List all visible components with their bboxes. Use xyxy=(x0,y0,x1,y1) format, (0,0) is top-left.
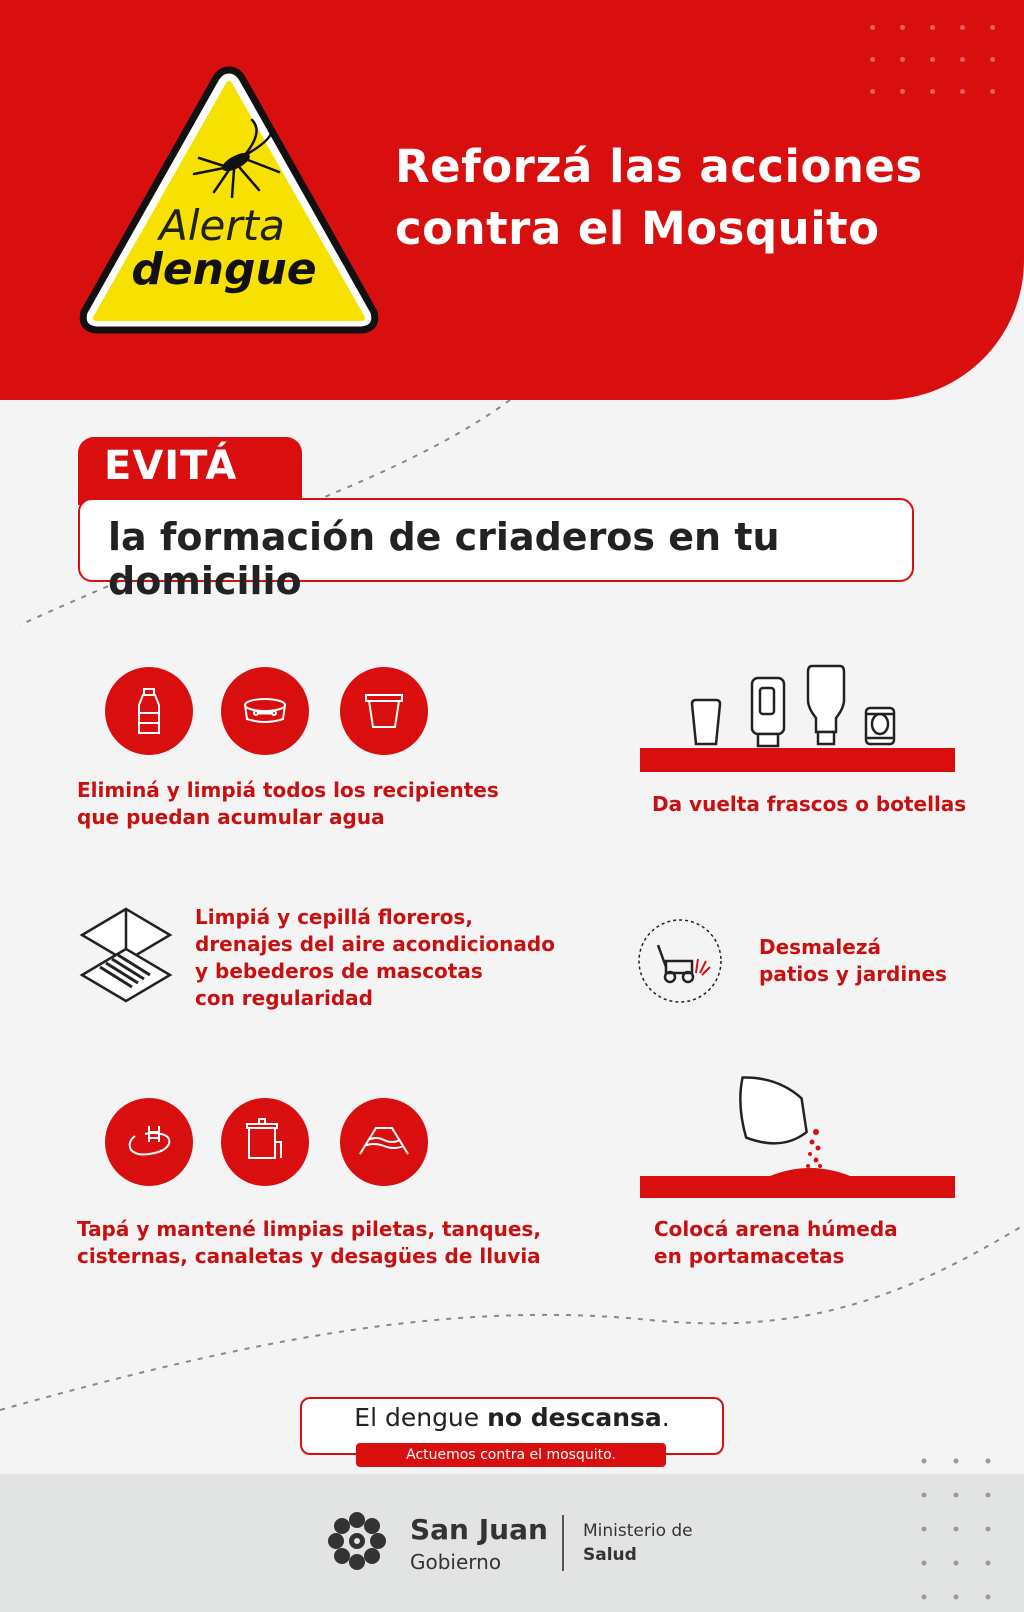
tank-icon xyxy=(221,1098,309,1186)
cta-text: El dengue no descansa. xyxy=(354,1403,670,1432)
san-juan-logo-icon xyxy=(324,1508,390,1574)
dot-grid-top xyxy=(860,25,1010,105)
gov-sub: Gobierno xyxy=(410,1550,502,1574)
dot-grid-bottom xyxy=(910,1455,1020,1605)
sand-bag-icon xyxy=(640,1072,955,1200)
ministry-line1: Ministerio de xyxy=(583,1521,693,1541)
upturned-bottles-icon xyxy=(640,660,955,772)
alert-triangle-icon xyxy=(74,62,384,342)
alert-line1: Alerta xyxy=(159,201,285,250)
gov-name: San Juan xyxy=(410,1513,548,1546)
alert-line2: dengue xyxy=(131,244,317,295)
bottle-icon xyxy=(105,667,193,755)
footer-divider xyxy=(562,1515,564,1571)
ministry-line2: Salud xyxy=(583,1545,637,1565)
page-title: Reforzá las acciones contra el Mosquito xyxy=(395,140,923,255)
pool-icon xyxy=(105,1098,193,1186)
lawnmower-icon xyxy=(636,917,724,1005)
tip-containers-text: Eliminá y limpiá todos los recipientes que puedan acumular agua xyxy=(77,778,499,829)
cta-subtext: Actuemos contra el mosquito. xyxy=(356,1443,666,1467)
tip-bottles-text: Da vuelta frascos o botellas xyxy=(652,792,967,816)
section-subtitle: la formación de criaderos en tu domicilio xyxy=(78,498,914,582)
tip-clean-text: Limpiá y cepillá floreros, drenajes del aire acondicionado y bebederos de mascotas con regularidad xyxy=(195,905,555,1010)
evita-badge: EVITÁ xyxy=(78,437,302,505)
tip-sand-text: Colocá arena húmeda en portamacetas xyxy=(654,1217,898,1268)
pet-bowl-icon xyxy=(221,667,309,755)
drain-grate-icon xyxy=(78,905,174,1005)
gutter-icon xyxy=(340,1098,428,1186)
tip-cover-text: Tapá y mantené limpias piletas, tanques, cisternas, canaletas y desagües de lluvia xyxy=(77,1217,541,1268)
tip-weed-text: Desmalezá patios y jardines xyxy=(759,935,947,986)
pot-icon xyxy=(340,667,428,755)
